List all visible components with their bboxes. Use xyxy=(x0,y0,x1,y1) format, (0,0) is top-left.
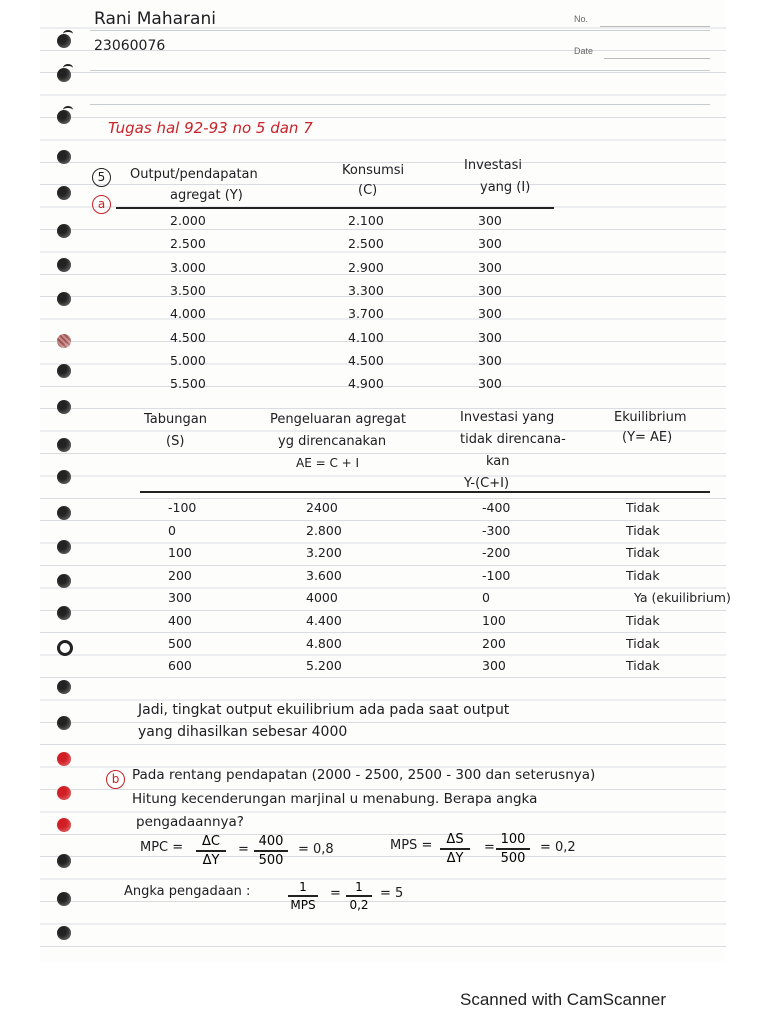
t2-cell-tabungan: 0 xyxy=(168,522,176,538)
t1-header-investasi-line1: Investasi xyxy=(464,158,522,173)
t1-cell-output: 2.000 xyxy=(170,213,206,228)
date-line xyxy=(604,58,710,59)
t2-cell-tabungan: -100 xyxy=(168,500,197,515)
binding-ring xyxy=(57,752,71,766)
t2-header-rule xyxy=(140,491,710,493)
t2-cell-tabungan: 200 xyxy=(168,567,192,583)
binding-ring xyxy=(57,818,71,832)
binding-ring xyxy=(57,438,71,452)
binding-ring xyxy=(57,224,71,238)
part-a-marker xyxy=(92,193,111,214)
t1-header-output-line1: Output/pendapatan xyxy=(130,167,258,182)
t2-cell-ekuilibrium: Tidak xyxy=(626,658,660,674)
t2-cell-ae: 2400 xyxy=(306,500,338,515)
t1-cell-investasi: 300 xyxy=(478,306,502,322)
t2-cell-ekuilibrium: Tidak xyxy=(626,635,660,651)
t1-cell-konsumsi: 3.300 xyxy=(348,282,384,298)
t2-header-inv-line4: Y-(C+I) xyxy=(464,476,510,491)
t1-cell-output: 2.500 xyxy=(170,236,206,252)
multiplier-den: MPS xyxy=(290,897,316,912)
binding-ring xyxy=(57,68,71,82)
t2-header-eq-line1: Ekuilibrium xyxy=(614,410,687,425)
mpc-fraction-symbolic xyxy=(196,834,226,868)
binding-ring xyxy=(57,574,71,588)
assignment-title: Tugas hal 92-93 no 5 dan 7 xyxy=(108,119,313,137)
multiplier-fraction-values xyxy=(346,880,372,912)
t2-header-ae-line2: yg direncanakan xyxy=(278,434,387,449)
t2-cell-tabungan: 400 xyxy=(168,613,192,628)
t2-cell-investasi-tidak-direncanakan: 200 xyxy=(482,635,506,651)
multiplier-fraction-symbolic xyxy=(288,880,318,912)
question-number xyxy=(92,166,111,187)
part-b-marker xyxy=(106,768,125,789)
question-number-circle: 5 xyxy=(92,168,111,187)
t2-cell-tabungan: 500 xyxy=(168,635,192,651)
binding-ring xyxy=(57,110,71,124)
mps-result: = 0,2 xyxy=(540,840,576,855)
t1-cell-output: 5.500 xyxy=(170,376,206,392)
binding-ring xyxy=(57,640,73,656)
t2-cell-ekuilibrium: Tidak xyxy=(626,567,660,583)
t2-header-inv-line3: kan xyxy=(486,454,510,469)
t2-cell-investasi-tidak-direncanakan: -100 xyxy=(482,567,511,583)
mps-num2: 100 xyxy=(500,832,526,847)
binding-ring xyxy=(57,334,71,348)
question-b-line2: Hitung kecenderungan marjinal u menabung. Berapa angka xyxy=(132,791,538,807)
t1-cell-investasi: 300 xyxy=(478,282,502,298)
binding-ring xyxy=(57,34,71,48)
t1-cell-investasi: 300 xyxy=(478,236,502,252)
conclusion-line1: Jadi, tingkat output ekuilibrium ada pada saat output xyxy=(138,702,510,718)
mps-num: ΔS xyxy=(446,832,464,847)
mpc-result: = 0,8 xyxy=(298,842,334,857)
binding-ring xyxy=(57,364,71,378)
t2-cell-ae: 3.600 xyxy=(306,567,342,583)
no-line xyxy=(600,26,710,27)
multiplier-eq: = xyxy=(330,886,341,901)
binding-ring xyxy=(57,400,71,414)
t2-cell-ae: 3.200 xyxy=(306,545,342,561)
header-line-2 xyxy=(90,70,710,71)
mpc-num: ΔC xyxy=(202,834,220,849)
t2-cell-investasi-tidak-direncanakan: -400 xyxy=(482,500,511,515)
t2-cell-investasi-tidak-direncanakan: 0 xyxy=(482,590,490,606)
t1-cell-output: 4.500 xyxy=(170,329,206,345)
t1-cell-konsumsi: 4.500 xyxy=(348,352,384,368)
binding-ring xyxy=(57,892,71,906)
question-b-line3: pengadaannya? xyxy=(136,814,244,830)
t2-cell-ekuilibrium: Tidak xyxy=(626,522,660,538)
part-a-circle: a xyxy=(92,195,111,214)
date-label: Date xyxy=(574,46,594,56)
t1-header-rule xyxy=(116,207,554,209)
binding-ring xyxy=(57,854,71,868)
t2-header-eq-line2: (Y= AE) xyxy=(622,430,673,445)
binding-ring xyxy=(57,606,71,620)
scanner-watermark: Scanned with CamScanner xyxy=(460,990,667,1009)
header-line-1 xyxy=(90,30,710,31)
binding-ring xyxy=(57,292,71,306)
mps-den: ΔY xyxy=(446,850,464,866)
binding-ring xyxy=(57,150,71,164)
t2-cell-ekuilibrium: Ya (ekuilibrium) xyxy=(634,590,731,606)
mpc-fraction-values xyxy=(254,834,288,868)
t2-cell-ae: 5.200 xyxy=(306,658,342,674)
t2-header-tabungan-line2: (S) xyxy=(166,434,185,449)
no-label: No. xyxy=(574,14,589,24)
multiplier-num2: 1 xyxy=(355,880,363,894)
t2-cell-ekuilibrium: Tidak xyxy=(626,545,660,561)
t2-cell-ae: 4.800 xyxy=(306,635,342,651)
t1-cell-investasi: 300 xyxy=(478,329,502,345)
t1-cell-output: 3.500 xyxy=(170,282,206,298)
question-b-line1: Pada rentang pendapatan (2000 - 2500, 2500 - 300 dan seterusnya) xyxy=(132,767,596,783)
t1-cell-konsumsi: 4.100 xyxy=(348,329,384,345)
mps-label: MPS = xyxy=(390,838,433,853)
t2-cell-investasi-tidak-direncanakan: 300 xyxy=(482,658,506,674)
mpc-den: ΔY xyxy=(202,852,220,868)
t2-cell-tabungan: 600 xyxy=(168,658,192,674)
t1-header-output-line2: agregat (Y) xyxy=(170,188,243,203)
t1-cell-investasi: 300 xyxy=(478,259,502,275)
binding-ring xyxy=(57,540,71,554)
multiplier-result: = 5 xyxy=(380,886,404,901)
t2-header-ae-line1: Pengeluaran agregat xyxy=(270,412,406,427)
t2-header-tabungan-line1: Tabungan xyxy=(144,412,207,427)
t2-cell-ae: 4000 xyxy=(306,590,338,606)
part-b-circle: b xyxy=(106,770,125,789)
mps-fraction-values xyxy=(496,832,530,866)
t2-cell-ekuilibrium: Tidak xyxy=(626,500,660,515)
binding-ring xyxy=(57,926,71,940)
t1-cell-investasi: 300 xyxy=(478,213,502,228)
header-line-3 xyxy=(90,104,710,105)
t1-cell-konsumsi: 2.500 xyxy=(348,236,384,252)
t2-cell-tabungan: 300 xyxy=(168,590,192,606)
mps-den2: 500 xyxy=(500,850,526,866)
t2-cell-tabungan: 100 xyxy=(168,545,192,561)
t2-cell-investasi-tidak-direncanakan: -200 xyxy=(482,545,511,561)
binding-ring xyxy=(57,786,71,800)
mps-eq: = xyxy=(484,840,495,855)
t1-cell-output: 5.000 xyxy=(170,352,206,368)
binding-ring xyxy=(57,258,71,272)
t1-cell-konsumsi: 3.700 xyxy=(348,306,384,322)
t2-header-ae-line3: AE = C + I xyxy=(296,456,360,470)
binding-ring xyxy=(57,716,71,730)
student-id: 23060076 xyxy=(94,38,166,54)
t1-cell-konsumsi: 4.900 xyxy=(348,376,384,392)
t2-cell-investasi-tidak-direncanakan: -300 xyxy=(482,522,511,538)
t1-cell-konsumsi: 2.900 xyxy=(348,259,384,275)
t2-cell-ae: 4.400 xyxy=(306,613,342,628)
mpc-den2: 500 xyxy=(258,852,284,868)
mpc-label: MPC = xyxy=(140,840,184,855)
binding-ring xyxy=(57,506,71,520)
t2-cell-investasi-tidak-direncanakan: 100 xyxy=(482,613,506,628)
t2-header-inv-line1: Investasi yang xyxy=(460,410,555,425)
t1-cell-investasi: 300 xyxy=(478,376,502,392)
binding-ring xyxy=(57,186,71,200)
conclusion-line2: yang dihasilkan sebesar 4000 xyxy=(138,724,348,740)
t2-header-inv-line2: tidak direncana- xyxy=(460,432,566,447)
mps-fraction-symbolic xyxy=(440,832,470,866)
multiplier-num: 1 xyxy=(299,880,307,894)
t1-header-konsumsi-line2: (C) xyxy=(358,183,378,198)
t1-cell-investasi: 300 xyxy=(478,352,502,368)
t1-header-konsumsi-line1: Konsumsi xyxy=(342,163,405,178)
mpc-num2: 400 xyxy=(258,834,284,849)
t1-cell-output: 3.000 xyxy=(170,259,206,275)
multiplier-label: Angka pengadaan : xyxy=(124,884,251,899)
t1-cell-output: 4.000 xyxy=(170,306,206,322)
student-name: Rani Maharani xyxy=(94,9,216,29)
t2-cell-ekuilibrium: Tidak xyxy=(626,613,660,628)
binding-ring xyxy=(57,680,71,694)
multiplier-den2: 0,2 xyxy=(349,897,369,912)
t2-cell-ae: 2.800 xyxy=(306,522,342,538)
binding-ring xyxy=(57,470,71,484)
t1-cell-konsumsi: 2.100 xyxy=(348,213,384,228)
mpc-eq: = xyxy=(238,842,249,857)
t1-header-investasi-line2: yang (I) xyxy=(480,180,531,195)
